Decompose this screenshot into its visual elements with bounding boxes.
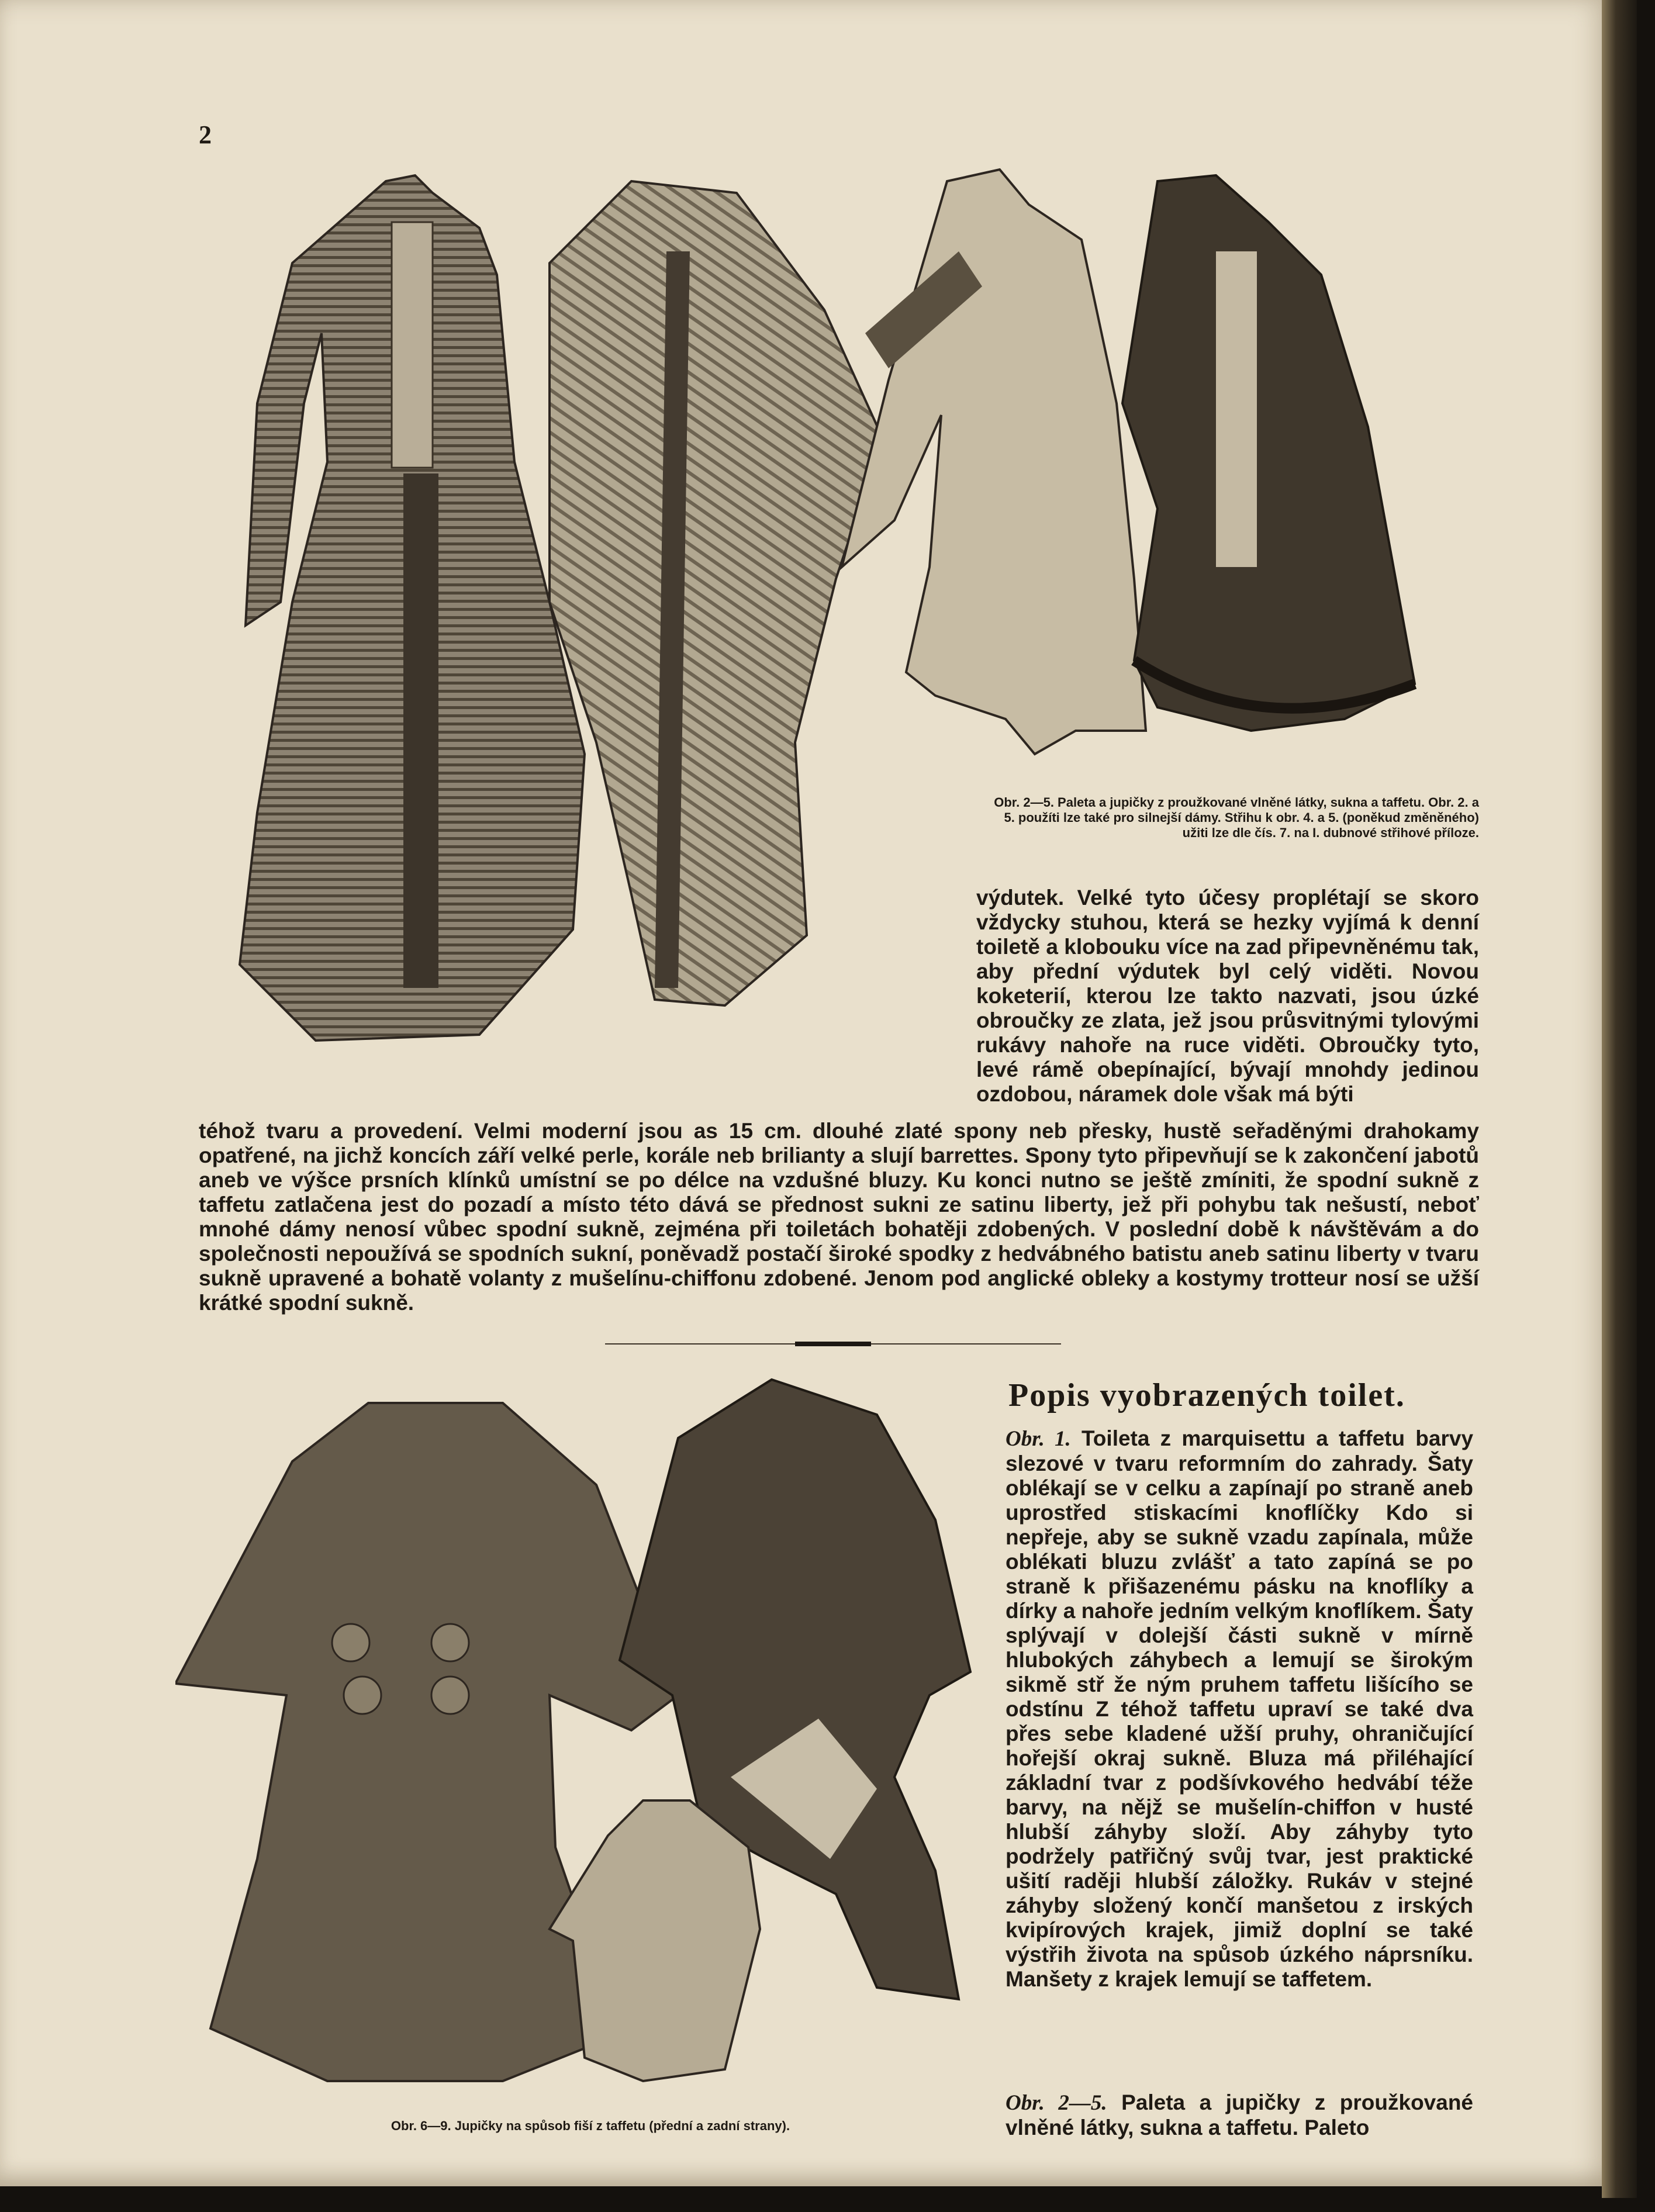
obr2-label: Obr. 2—5.: [1006, 2091, 1107, 2115]
section-heading: Popis vyobrazených toilet.: [1008, 1377, 1405, 1413]
illustration-taffeta-jackets: [175, 1368, 982, 2116]
obr1-description: [1006, 1426, 1473, 1992]
obr1-text: Toileta z marquisettu a taffetu barvy slezové v tvaru reformním do zahrady. Šaty oblékají se v celku a zapínají po straně aneb uprostřed stiskacími knoflíčky Kdo si nepřeje, aby se sukně vzadu zapínala, může oblékati bluzu zvlášť a tato zapíná se po straně k přišazenému pásku na knoflíky a dírky a nahoře jedním velkým knoflíkem. Šaty splývají v dolejší části sukně v mírně hlubokých záhybech a lemují se širokým sikmě stř že ným pruhem taffetu lišícího se odstínu Z téhož taffetu upraví se také dva přes sebe kladené užší pruhy, ohraničující hořejší okraj sukně. Bluza má přiléhající základní tvar z podšívkového hedvábí téže barvy, na nějž se mušelín-chiffon v husté hlubší záhyby složí. Aby záhyby tyto podržely patřičný svůj tvar, jest praktické ušití raději hlubší záložky. Rukáv v stejné záhyby složený končí manšetou z irských kvipírových krajek, jimiž doplní se také výstřih života na spůsob úzkého náprsníku. Manšety z krajek lemují se taffetem.: [1006, 1426, 1474, 1991]
top-figure-caption: Obr. 2—5. Paleta a jupičky z proužkované vlněné látky, sukna a taffetu. Obr. 2. a 5. použíti lze také pro silnejší dámy. Střihu k obr. 4. a 5. (poněkud změněného) užiti lze dle čís. 7. na I. dubnové střihové příloze.: [994, 795, 1479, 840]
dark-banded-jacket: [1122, 175, 1415, 731]
long-striped-coat: [240, 175, 585, 1041]
page-number: 2: [199, 120, 212, 149]
obr2-text: Paleta a jupičky z proužkované vlněné látky, sukna a taffetu. Paleto: [1006, 2090, 1474, 2140]
garments-bottom-drawing: [175, 1368, 982, 2116]
article-para-full: téhož tvaru a provedení. Velmi moderní jsou as 15 cm. dlouhé zlaté spony neb přesky, hustě seřaděnými drahokamy opatřené, na jichž koncích září velké perle, korále neb brilianty a slují barrettes. Spony tyto připevňují se k zakončení jabotů aneb ve výšce prsních klínků umístní se po délce na vzdušné bluzy. Ku konci nutno se ještě zmíniti, že spodní sukně z taffetu zatlačena jest do pozadí a místo této dává se přednost sukni ze satinu liberty, jež při pohybu tak nešustí, neboť mnohé dámy nenosí vůbec spodní sukně, zejména při toiletách bohatěji zdobených. V poslední době k návštěvám a do společnosti nepoužívá se spodních sukní, poněvadž postačí široké spodky z hedvábného batistu aneb satinu liberty v tvaru sukně upravené a bohatě volanty z mušelínu-chiffonu zdobené. Jenom pod anglické obleky a kostymy trotteur nosí se užší krátké spodní sukně.: [199, 1119, 1479, 1315]
article-para-column: výdutek. Velké tyto účesy proplétají se skoro vždycky stuhou, která se hezky vyjímá k denní toiletě a klobouku více na zad připevněnému tak, aby přední výdutek byl celý viděti. Novou koketerií, kterou lze takto nazvati, jsou úzké obroučky ze zlata, jež jsou průsvitnými tylovými rukávy nahoře na ruce viděti. Obroučky tyto, levé rámě obepínající, bývají mnohdy jedinou ozdobou, náramek dole však má býti: [976, 886, 1479, 1106]
greek-key-jacket: [842, 170, 1146, 754]
striped-cape: [550, 181, 883, 1005]
obr1-label: Obr. 1.: [1006, 1427, 1071, 1451]
book-spine-edge: [1602, 0, 1637, 2198]
section-divider-bar: [795, 1342, 871, 1346]
obr2-description: [1006, 2090, 1473, 2140]
bottom-figure-caption: Obr. 6—9. Jupičky na spůsob fiší z taffetu (přední a zadní strany).: [391, 2118, 790, 2133]
